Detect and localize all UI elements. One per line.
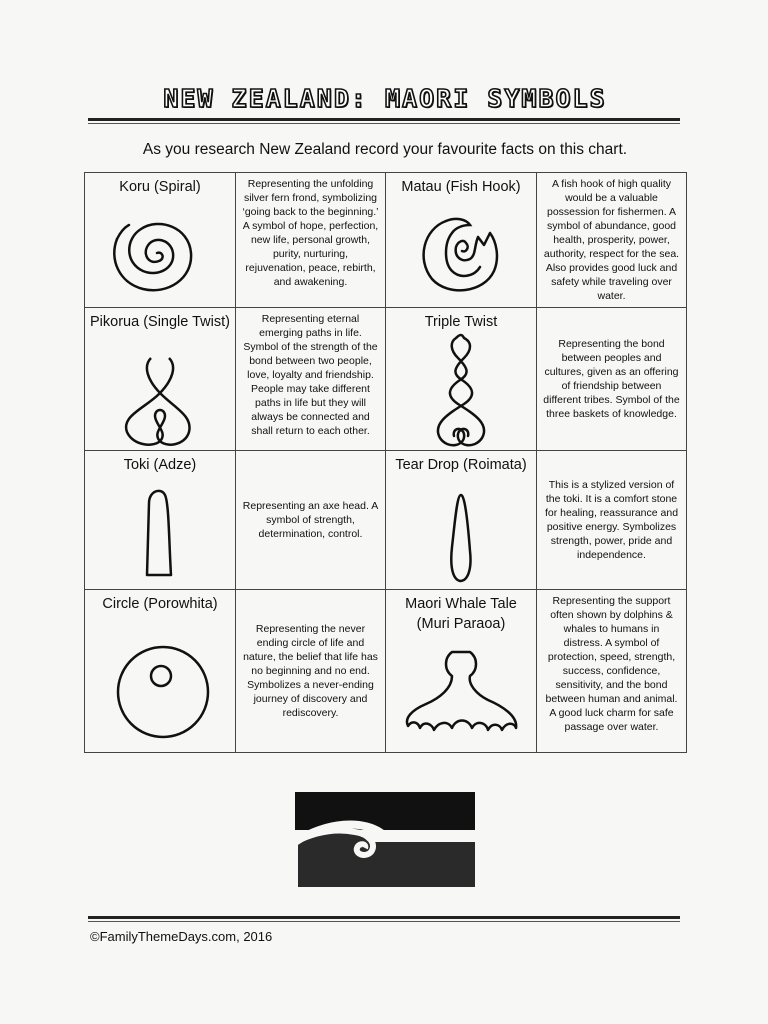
symbol-name: Maori Whale Tale (Muri Paraoa) [405,596,517,632]
title-divider [88,118,680,124]
symbol-description: Representing the never ending circle of life and nature, the belief that life has no beginning and no end. Symbolizes a never-ending journey of discovery and rediscovery. [243,623,378,719]
symbol-cell-matau [386,173,537,308]
koru-spiral-icon [85,203,235,303]
symbol-name: Toki (Adze) [123,457,197,473]
whale-tail-icon [386,648,536,748]
table-row [85,308,687,451]
table-row [85,590,687,753]
symbol-description: This is a stylized version of the toki. It is a comfort stone for healing, reassurance and positive energy. Symbolizes strength, power, pride and independence. [544,479,679,561]
tear-drop-icon [386,491,536,587]
description-cell [236,308,386,451]
symbol-name: Tear Drop (Roimata) [395,457,527,473]
table-row [85,451,687,590]
description-cell [537,308,687,451]
triple-twist-icon [386,332,536,450]
toki-adze-icon [85,483,235,583]
page-title: NEW ZEALAND: MAORI SYMBOLS [163,84,607,113]
description-cell [236,590,386,753]
symbols-chart [84,172,687,753]
symbol-cell-circle [85,590,236,753]
description-cell [537,451,687,590]
symbol-description: Representing eternal emerging paths in life. Symbol of the strength of the bond between two people, love, loyalty and friendship. People may take different paths in life but they will always be connected and shall return to each other. [243,313,378,437]
symbol-description: Representing an axe head. A symbol of strength, determination, control. [242,500,379,540]
symbol-description: Representing the support often shown by dolphins & whales to humans in distress. A symbol of protection, speed, strength, success, confidence, sensitivity, and the bond between human and animal. A good luck charm for safe passage over water. [545,595,678,733]
copyright-text: ©FamilyThemeDays.com, 2016 [90,929,273,944]
description-cell [236,173,386,308]
symbol-description: A fish hook of high quality would be a valuable possession for fishermen. A symbol of abundance, good health, prosperity, power, authority, respect for the sea. Also provides good luck and safety while traveling over water. [543,178,680,302]
maori-flag-icon [295,792,475,887]
symbol-name: Pikorua (Single Twist) [90,314,230,330]
description-cell [537,590,687,753]
symbol-cell-triple-twist [386,308,537,451]
symbol-cell-whale-tail [386,590,537,753]
symbol-cell-toki [85,451,236,590]
symbol-description: Representing the bond between peoples and cultures, given as an offering of friendship between different tribes. Symbol of the three baskets of knowledge. [543,338,680,420]
description-cell [236,451,386,590]
instructions-text: As you research New Zealand record your favourite facts on this chart. [142,141,628,158]
symbol-name: Triple Twist [424,314,498,330]
symbol-cell-tear-drop [386,451,537,590]
symbol-cell-koru [85,173,236,308]
table-row [85,173,687,308]
symbol-cell-pikorua [85,308,236,451]
symbol-name: Koru (Spiral) [119,179,201,195]
description-cell [537,173,687,308]
matau-fish-hook-icon [386,203,536,303]
pikorua-single-twist-icon [85,354,235,450]
symbol-name: Circle (Porowhita) [102,596,218,612]
circle-porowhita-icon [85,628,235,744]
symbol-name: Matau (Fish Hook) [401,179,521,195]
footer-divider [88,916,680,922]
symbol-description: Representing the unfolding silver fern frond, symbolizing ‘going back to the beginning.’ A symbol of hope, perfection, new life, personal growth, purity, nurturing, rejuvenation, peace, rebirth, and awakening. [242,178,379,288]
